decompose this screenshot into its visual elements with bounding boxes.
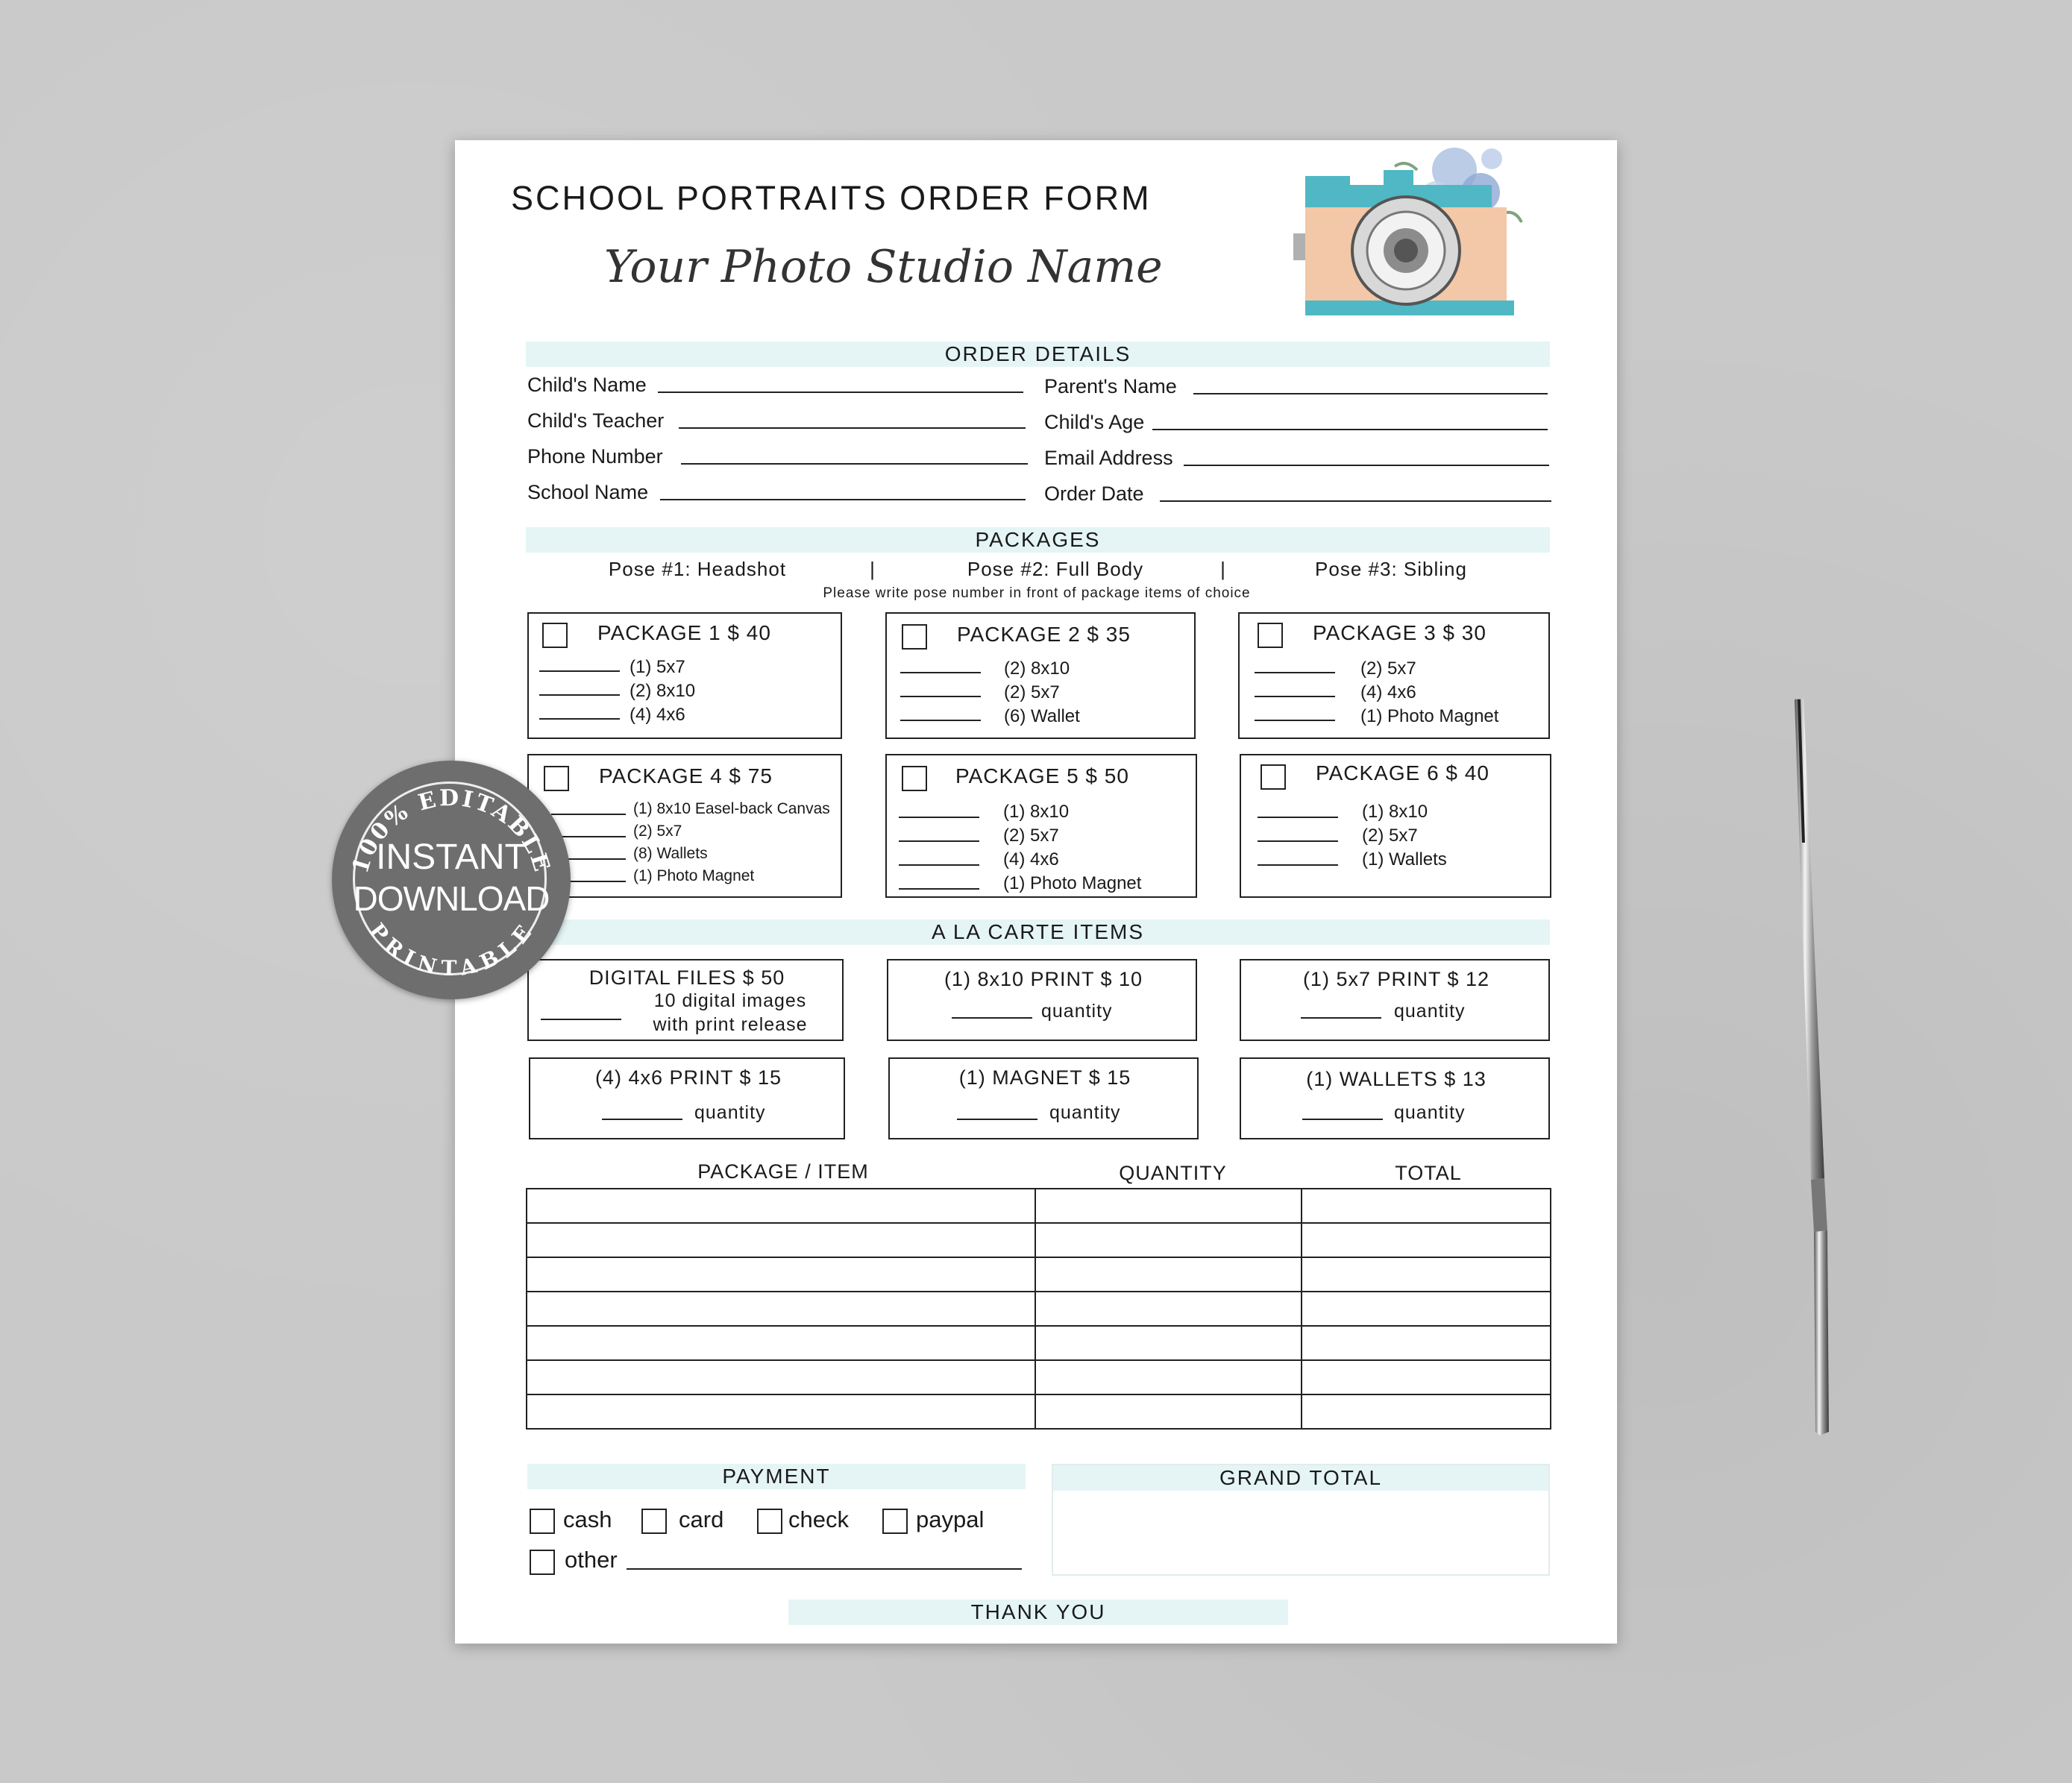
grand-total-box[interactable] xyxy=(1052,1464,1550,1576)
package-6-box xyxy=(1240,754,1551,898)
cash-checkbox[interactable] xyxy=(530,1509,555,1534)
package-4-item: (1) 8x10 Easel-back Canvas xyxy=(633,800,830,817)
wallets-title: (1) WALLETS $ 13 xyxy=(1306,1068,1486,1090)
digital-files-title: DIGITAL FILES $ 50 xyxy=(588,966,785,989)
parents-name-field[interactable] xyxy=(1193,393,1548,394)
print-8x10-title: (1) 8x10 PRINT $ 10 xyxy=(944,968,1143,990)
order-details-heading: ORDER DETAILS xyxy=(526,342,1550,367)
package-6-pose-field[interactable] xyxy=(1258,864,1338,866)
total-cell[interactable] xyxy=(1302,1223,1551,1257)
packages-heading: PACKAGES xyxy=(526,527,1550,553)
order-date-field[interactable] xyxy=(1160,500,1551,502)
package-3-pose-field[interactable] xyxy=(1255,672,1335,673)
item-cell[interactable] xyxy=(527,1360,1035,1394)
magnet-title: (1) MAGNET $ 15 xyxy=(958,1066,1131,1089)
order-summary-table xyxy=(526,1188,1551,1430)
svg-text:PRINTABLE xyxy=(365,919,539,981)
quantity-cell[interactable] xyxy=(1035,1223,1302,1257)
quantity-cell[interactable] xyxy=(1035,1257,1302,1292)
card-label: card xyxy=(679,1506,724,1532)
camera-illustration-icon xyxy=(1283,140,1566,334)
package-5-checkbox[interactable] xyxy=(902,766,927,791)
a-la-carte-heading: A LA CARTE ITEMS xyxy=(526,919,1550,945)
childs-teacher-label: Child's Teacher xyxy=(527,409,665,432)
package-6-pose-field[interactable] xyxy=(1258,840,1338,842)
package-5-pose-field[interactable] xyxy=(899,840,979,842)
package-3-pose-field[interactable] xyxy=(1255,720,1335,721)
package-6-checkbox[interactable] xyxy=(1261,764,1286,790)
check-label: check xyxy=(788,1506,849,1532)
childs-name-label: Child's Name xyxy=(527,374,647,396)
email-address-label: Email Address xyxy=(1044,447,1173,469)
package-1-box xyxy=(527,612,842,739)
grand-total-heading: GRAND TOTAL xyxy=(1053,1465,1548,1491)
package-3-item: (2) 5x7 xyxy=(1360,658,1416,679)
other-label: other xyxy=(565,1547,618,1573)
digital-files-line2: with print release xyxy=(653,1014,808,1035)
table-row xyxy=(527,1257,1551,1292)
package-6-item: (1) 8x10 xyxy=(1362,802,1428,822)
package-2-pose-field[interactable] xyxy=(900,720,981,721)
total-cell[interactable] xyxy=(1302,1189,1551,1223)
other-field[interactable] xyxy=(627,1568,1022,1570)
print-4x6-title: (4) 4x6 PRINT $ 15 xyxy=(594,1066,782,1089)
print-8x10-quantity-label: quantity xyxy=(1041,1001,1113,1022)
package-6-title: PACKAGE 6 $ 40 xyxy=(1316,761,1489,784)
digital-files-pose-field[interactable] xyxy=(541,1019,621,1020)
studio-name: Your Photo Studio Name xyxy=(604,241,1163,293)
package-6-pose-field[interactable] xyxy=(1258,817,1338,818)
table-row xyxy=(527,1326,1551,1360)
digital-files-box xyxy=(527,959,844,1041)
package-3-item: (1) Photo Magnet xyxy=(1360,706,1499,726)
pose-separator-1: | xyxy=(870,558,876,580)
phone-number-field[interactable] xyxy=(681,463,1028,465)
print-8x10-quantity-field[interactable] xyxy=(952,1017,1032,1019)
table-row xyxy=(527,1223,1551,1257)
seal-instant-text: INSTANT xyxy=(376,837,527,877)
pose-2-label: Pose #2: Full Body xyxy=(967,558,1144,580)
digital-files-line1: 10 digital images xyxy=(653,990,807,1011)
package-3-checkbox[interactable] xyxy=(1258,623,1283,648)
pose-separator-2: | xyxy=(1220,558,1226,580)
quantity-cell[interactable] xyxy=(1035,1189,1302,1223)
package-2-item: (2) 5x7 xyxy=(1004,682,1060,702)
card-checkbox[interactable] xyxy=(641,1509,667,1534)
order-date-label: Order Date xyxy=(1044,482,1144,505)
package-4-item: (8) Wallets xyxy=(633,845,708,862)
instant-download-seal xyxy=(332,761,571,999)
pose-3-label: Pose #3: Sibling xyxy=(1315,558,1467,580)
form-title: SCHOOL PORTRAITS ORDER FORM xyxy=(511,179,1152,217)
print-5x7-quantity-label: quantity xyxy=(1394,1001,1466,1022)
quantity-cell[interactable] xyxy=(1035,1292,1302,1326)
wallets-quantity-label: quantity xyxy=(1394,1102,1466,1123)
pose-1-label: Pose #1: Headshot xyxy=(608,558,787,580)
wallets-box xyxy=(1240,1057,1550,1139)
package-4-item: (2) 5x7 xyxy=(633,823,682,840)
col-header-quantity: QUANTITY xyxy=(1119,1162,1227,1184)
package-5-title: PACKAGE 5 $ 50 xyxy=(955,764,1129,787)
childs-age-label: Child's Age xyxy=(1044,411,1145,433)
package-2-item: (2) 8x10 xyxy=(1004,658,1070,679)
seal-bottom-text: PRINTABLE xyxy=(364,918,539,981)
item-cell[interactable] xyxy=(527,1257,1035,1292)
childs-name-field[interactable] xyxy=(658,391,1023,393)
package-1-pose-field[interactable] xyxy=(539,694,620,696)
package-5-pose-field[interactable] xyxy=(899,864,979,866)
package-5-pose-field[interactable] xyxy=(899,817,979,818)
total-cell[interactable] xyxy=(1302,1326,1551,1360)
order-form-page xyxy=(455,140,1617,1644)
package-5-item: (2) 5x7 xyxy=(1003,826,1059,846)
email-address-field[interactable] xyxy=(1184,465,1549,466)
table-row xyxy=(527,1394,1551,1429)
package-4-item: (1) Photo Magnet xyxy=(633,867,755,884)
package-1-item: (2) 8x10 xyxy=(630,681,696,701)
magnet-quantity-field[interactable] xyxy=(957,1119,1037,1120)
thank-you-footer: THANK YOU xyxy=(788,1600,1288,1625)
print-5x7-title: (1) 5x7 PRINT $ 12 xyxy=(1302,968,1490,990)
print-8x10-box xyxy=(887,959,1197,1041)
package-5-pose-field[interactable] xyxy=(899,888,979,890)
total-cell[interactable] xyxy=(1302,1257,1551,1292)
magnet-box xyxy=(888,1057,1199,1139)
package-1-item: (4) 4x6 xyxy=(630,705,685,725)
wallets-quantity-field[interactable] xyxy=(1302,1119,1383,1120)
payment-heading: PAYMENT xyxy=(527,1464,1026,1489)
pose-note: Please write pose number in front of package items of choice xyxy=(823,585,1251,601)
total-cell[interactable] xyxy=(1302,1360,1551,1394)
item-cell[interactable] xyxy=(527,1189,1035,1223)
package-2-item: (6) Wallet xyxy=(1004,706,1080,726)
print-5x7-quantity-field[interactable] xyxy=(1301,1017,1381,1019)
package-4-title: PACKAGE 4 $ 75 xyxy=(599,764,773,787)
package-5-item: (1) Photo Magnet xyxy=(1003,873,1142,893)
package-5-item: (4) 4x6 xyxy=(1003,849,1059,870)
package-1-pose-field[interactable] xyxy=(539,718,620,720)
package-1-pose-field[interactable] xyxy=(539,670,620,672)
package-2-pose-field[interactable] xyxy=(900,696,981,697)
item-cell[interactable] xyxy=(527,1292,1035,1326)
table-row xyxy=(527,1292,1551,1326)
print-4x6-box xyxy=(529,1057,845,1139)
package-2-pose-field[interactable] xyxy=(900,672,981,673)
table-row xyxy=(527,1360,1551,1394)
seal-download-text: DOWNLOAD xyxy=(353,879,550,918)
package-5-item: (1) 8x10 xyxy=(1003,802,1070,822)
parents-name-label: Parent's Name xyxy=(1044,375,1177,397)
print-4x6-quantity-label: quantity xyxy=(694,1102,766,1123)
print-5x7-box xyxy=(1240,959,1550,1041)
package-2-title: PACKAGE 2 $ 35 xyxy=(957,623,1131,646)
paypal-checkbox[interactable] xyxy=(882,1509,908,1534)
cash-label: cash xyxy=(563,1506,612,1532)
package-3-title: PACKAGE 3 $ 30 xyxy=(1313,621,1486,644)
package-6-item: (1) Wallets xyxy=(1362,849,1447,870)
package-4-box xyxy=(527,754,842,898)
childs-age-field[interactable] xyxy=(1152,429,1548,430)
item-cell[interactable] xyxy=(527,1326,1035,1360)
total-cell[interactable] xyxy=(1302,1394,1551,1429)
package-3-item: (4) 4x6 xyxy=(1360,682,1416,702)
magnet-quantity-label: quantity xyxy=(1049,1102,1121,1123)
col-header-total: TOTAL xyxy=(1395,1162,1462,1184)
quantity-cell[interactable] xyxy=(1035,1326,1302,1360)
school-name-label: School Name xyxy=(527,481,649,503)
check-checkbox[interactable] xyxy=(757,1509,782,1534)
package-1-item: (1) 5x7 xyxy=(630,657,685,677)
phone-number-label: Phone Number xyxy=(527,445,663,468)
package-5-box xyxy=(885,754,1197,898)
seal-top-text: 100% EDITABLE xyxy=(347,784,556,877)
quantity-cell[interactable] xyxy=(1035,1360,1302,1394)
total-cell[interactable] xyxy=(1302,1292,1551,1326)
paypal-label: paypal xyxy=(916,1506,985,1532)
package-1-checkbox[interactable] xyxy=(542,623,568,648)
package-2-box xyxy=(885,612,1196,739)
print-4x6-quantity-field[interactable] xyxy=(602,1119,682,1120)
other-checkbox[interactable] xyxy=(530,1550,555,1575)
quantity-cell[interactable] xyxy=(1035,1394,1302,1429)
childs-teacher-field[interactable] xyxy=(679,427,1026,429)
school-name-field[interactable] xyxy=(660,499,1026,500)
item-cell[interactable] xyxy=(527,1394,1035,1429)
package-2-checkbox[interactable] xyxy=(902,624,927,650)
package-1-title: PACKAGE 1 $ 40 xyxy=(597,621,771,644)
col-header-package-item: PACKAGE / ITEM xyxy=(697,1160,869,1183)
item-cell[interactable] xyxy=(527,1223,1035,1257)
table-row xyxy=(527,1189,1551,1223)
pen-icon xyxy=(1781,694,1863,1439)
package-3-box xyxy=(1238,612,1550,739)
package-3-pose-field[interactable] xyxy=(1255,696,1335,697)
package-6-item: (2) 5x7 xyxy=(1362,826,1418,846)
